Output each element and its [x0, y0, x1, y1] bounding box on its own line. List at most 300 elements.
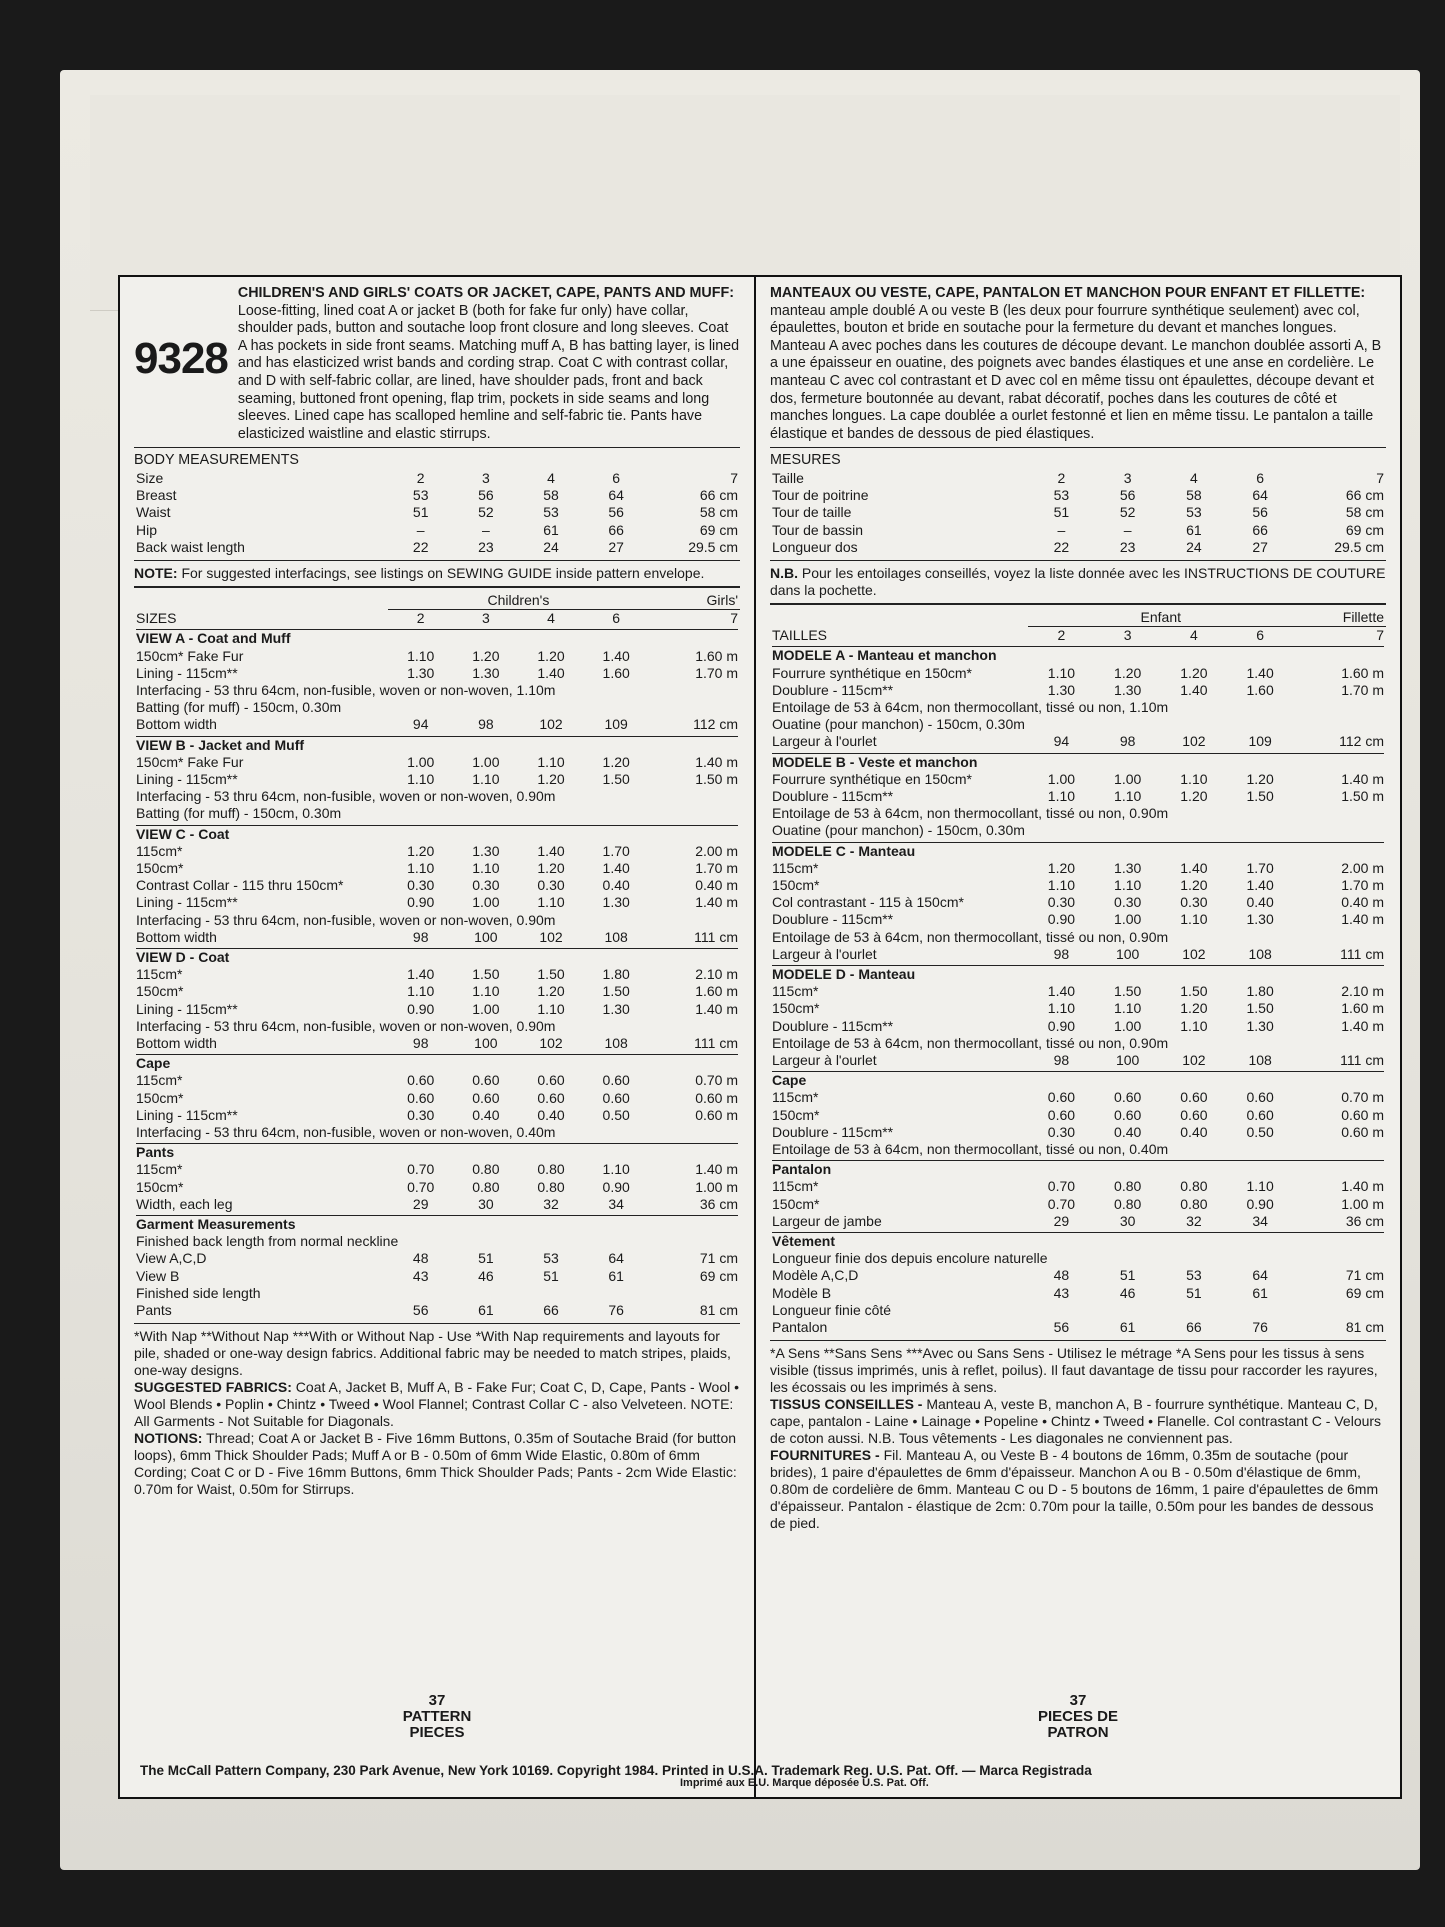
size-group-row	[134, 592, 740, 610]
body-measurements-title-fr: MESURES	[770, 452, 841, 469]
cell-value: 0.80	[1114, 1195, 1142, 1212]
cell-value: 1.10	[1180, 1017, 1208, 1034]
cell-value: 4	[547, 610, 555, 627]
cell-value: 1.30	[472, 664, 500, 681]
fabrics-text: Coat A, Jacket B, Muff A, B - Fake Fur; Coat C, D, Cape, Pants - Wool • Wool Blends • Poplin • Chintz • Tweed • Wool Flannel; Contrast Collar C - also Velveteen. NOTE: All Garments - Not Suitable for Diagonals.	[134, 1379, 740, 1430]
cell-value: 22	[1053, 538, 1070, 555]
section-title-row	[134, 737, 740, 754]
table-row	[770, 1267, 1386, 1284]
table-row	[134, 522, 740, 539]
cell-value: 0.70 m	[695, 1072, 738, 1089]
cell-value: 1.70	[1246, 859, 1274, 876]
notions-fr	[770, 1447, 1386, 1532]
pieces-label: PATTERN PIECES	[402, 1708, 472, 1741]
cell-value: 58 cm	[1345, 504, 1384, 521]
row-label: Back waist length	[136, 538, 245, 555]
cell-value: 64	[1252, 487, 1268, 504]
cell-value: 1.40 m	[1341, 1178, 1384, 1195]
pattern-pieces-fr	[756, 1693, 1400, 1741]
cell-value: 1.50	[472, 966, 500, 983]
cell-value: 1.30	[1246, 911, 1274, 928]
table-row	[770, 539, 1386, 556]
cell-value: 0.80	[472, 1161, 500, 1178]
pattern-number: 9328	[134, 334, 228, 383]
cell-value: 52	[478, 504, 494, 521]
size-group-label: Girls'	[649, 592, 740, 610]
cell-value: 0.80	[537, 1161, 565, 1178]
title-fr: MANTEAUX OU VESTE, CAPE, PANTALON ET MANCHON POUR ENFANT ET FILLETTE:	[770, 285, 1366, 301]
table-row	[134, 1124, 740, 1141]
cell-value: 66 cm	[699, 487, 738, 504]
fabrics-label: SUGGESTED FABRICS:	[134, 1379, 292, 1396]
cell-value: 1.40	[1246, 877, 1274, 893]
note	[134, 565, 740, 582]
section-title: VIEW C - Coat	[136, 825, 230, 842]
row-label: Finished side length	[136, 1284, 261, 1301]
cell-value: 0.90	[1047, 911, 1076, 928]
cell-value: 111 cm	[694, 1035, 738, 1052]
table-row	[134, 539, 740, 556]
table-row	[770, 665, 1386, 682]
section-title: Vêtement	[772, 1233, 836, 1250]
cell-value: 102	[539, 1035, 563, 1052]
table-row	[134, 843, 740, 860]
row-label: Doublure - 115cm**	[772, 787, 894, 804]
section-title-row	[134, 630, 740, 647]
copyright-footer	[140, 1763, 1400, 1789]
cell-value: 1.70	[602, 842, 630, 859]
cell-value: 53	[1053, 487, 1070, 504]
row-label: Width, each leg	[136, 1195, 233, 1212]
row-label: Lining - 115cm**	[136, 770, 238, 787]
cell-value: 0.60 m	[695, 1089, 738, 1106]
table-row	[134, 1233, 740, 1250]
table-row	[134, 771, 740, 788]
size-group-label: Enfant	[1028, 609, 1293, 627]
cell-value: 0.60 m	[1341, 1106, 1384, 1123]
cell-value: 1.10	[472, 860, 500, 876]
row-label: Fourrure synthétique en 150cm*	[772, 664, 972, 681]
table-row	[770, 1285, 1386, 1302]
cell-value: 109	[1248, 733, 1272, 750]
table-row	[770, 1107, 1386, 1124]
cell-value: 1.20	[1246, 770, 1274, 787]
row-label: 150cm*	[772, 1000, 820, 1017]
cell-value: 2.10 m	[695, 966, 738, 983]
cell-value: 100	[1115, 945, 1140, 962]
cell-value: 1.70 m	[695, 860, 738, 876]
row-label: 115cm*	[772, 983, 819, 1000]
cell-value: 24	[543, 538, 559, 555]
cell-value: 1.10	[1047, 877, 1076, 893]
table-row	[134, 912, 740, 929]
table-row	[770, 822, 1386, 839]
cell-value: 1.10	[407, 860, 435, 876]
row-label: 115cm*	[772, 1089, 819, 1106]
cell-value: 0.90	[1246, 1195, 1274, 1212]
cell-value: –	[416, 521, 425, 538]
cell-value: 66 cm	[1345, 487, 1384, 504]
cell-value: 100	[1115, 1052, 1140, 1069]
row-label: 150cm*	[772, 877, 820, 893]
table-row	[770, 504, 1386, 521]
table-row	[134, 894, 740, 911]
cell-value: 0.60	[537, 1072, 565, 1089]
yardage-table	[134, 592, 740, 1319]
cell-value: 1.40	[537, 842, 565, 859]
cell-value: 58	[543, 487, 559, 504]
cell-value: –	[1123, 521, 1132, 538]
description-text: Loose-fitting, lined coat A or jacket B (both for fake fur only) have collar, shoulder pads, button and soutache loop front closure and long sleeves. Coat A has pockets in side front seams. Matching muff A, B has batting layer, is lined and has elasticized wrist bands and cording strap. Coat C with contrast collar, and D with self-fabric collar, are lined, have shoulder pads, front and back seaming, buttoned front opening, flap trim, pockets in side seams and long sleeves. Lined cape has scalloped hemline and self-fabric tie. Pants have elasticized waistline and elastic stirrups.	[237, 302, 740, 442]
cell-value: 6	[612, 610, 621, 627]
cell-value: 1.50	[1180, 983, 1208, 1000]
cell-value: 1.10	[1047, 1000, 1076, 1017]
cell-value: 1.10	[602, 1161, 630, 1178]
notions-text: Thread; Coat A or Jacket B - Five 16mm Buttons, 0.35m of Soutache Braid (for button loops), 6mm Thick Shoulder Pads; Muff A or B - 0.50m of 6mm Wide Elastic, 0.80m of 6mm Cording; Coat C or D - Five 16mm Buttons, 6mm Thick Shoulder Pads; Pants - 2cm Wide Elastic: 0.70m for Waist, 0.50m for Stirrups.	[134, 1430, 737, 1498]
cell-value: 1.10	[537, 753, 565, 770]
cell-value: 3	[1123, 469, 1132, 486]
cell-value: 1.20	[537, 647, 565, 664]
row-label: Longueur finie côté	[772, 1301, 892, 1318]
row-label: 115cm*	[772, 859, 819, 876]
table-row	[134, 1161, 740, 1178]
table-row	[770, 946, 1386, 963]
row-label: Col contrastant - 115 à 150cm*	[772, 894, 964, 911]
row-label: Interfacing - 53 thru 64cm, non-fusible, woven or non-woven, 1.10m	[136, 681, 556, 698]
notions-label-fr: FOURNITURES -	[770, 1447, 880, 1464]
cell-value: 1.50	[602, 770, 630, 787]
english-column	[120, 277, 756, 1797]
cell-value: 53	[1186, 1267, 1202, 1284]
cell-value: 34	[608, 1195, 624, 1212]
table-row	[134, 860, 740, 877]
table-row	[770, 1000, 1386, 1017]
section-title: Garment Measurements	[136, 1216, 296, 1233]
cell-value: 1.30	[602, 894, 630, 911]
cell-value: 66	[543, 1302, 559, 1319]
cell-value: 6	[612, 469, 621, 486]
row-label: Finished back length from normal neckline	[136, 1233, 399, 1250]
note-text-fr: Pour les entoilages conseillés, voyez la liste donnée avec les INSTRUCTIONS DE COUTURE dans la pochette.	[770, 564, 1386, 598]
section-title-row	[770, 966, 1386, 983]
nap-note-fr: *A Sens **Sans Sens ***Avec ou Sans Sens - Utilisez le métrage *A Sens pour les tissus à sens visible (tissus imprimés, unis à reflet, poilus). Il faut davantage de tissu pour raccorder les rayures, les écossais ou les imprimés à sens.	[770, 1345, 1378, 1396]
cell-value: 1.50	[1114, 983, 1142, 1000]
cell-value: 1.50	[537, 966, 565, 983]
cell-value: 3	[481, 610, 490, 627]
cell-value: 0.80	[537, 1178, 565, 1195]
row-label: Tour de taille	[772, 504, 852, 521]
cell-value: 0.40	[1180, 1123, 1208, 1140]
cell-value: 32	[1186, 1212, 1202, 1229]
cell-value: 1.40 m	[1341, 770, 1384, 787]
cell-value: 0.30	[407, 877, 435, 894]
cell-value: 61	[543, 521, 559, 538]
cell-value: 1.30	[1047, 681, 1076, 698]
cell-value: 1.40 m	[695, 894, 738, 911]
row-label: Ouatine (pour manchon) - 150cm, 0.30m	[772, 716, 1025, 733]
table-row	[134, 1107, 740, 1124]
cell-value: 1.30	[1246, 1017, 1274, 1034]
table-row	[134, 610, 740, 628]
table-row	[770, 860, 1386, 877]
table-row	[770, 699, 1386, 716]
cell-value: 61	[1186, 521, 1202, 538]
cell-value: 1.30	[602, 1000, 630, 1017]
cell-value: 1.10	[1047, 664, 1076, 681]
row-label: Entoilage de 53 à 64cm, non thermocollant, tissé ou non, 0.90m	[772, 928, 1169, 945]
row-label: TAILLES	[772, 626, 827, 643]
row-label: Batting (for muff) - 150cm, 0.30m	[136, 699, 342, 716]
cell-value: 1.70 m	[695, 664, 738, 681]
cell-value: 0.40	[602, 877, 630, 894]
body-measurements-table	[134, 470, 740, 556]
row-label: Hip	[136, 521, 158, 538]
cell-value: 46	[478, 1267, 494, 1284]
cell-value: 1.20	[1114, 664, 1142, 681]
cell-value: 1.80	[602, 966, 630, 983]
cell-value: 30	[478, 1195, 494, 1212]
cell-value: 0.80	[1180, 1195, 1208, 1212]
cell-value: 1.00	[407, 753, 435, 770]
row-label: 115cm*	[772, 1178, 819, 1195]
table-row	[770, 1319, 1386, 1336]
cell-value: 1.20	[1180, 787, 1208, 804]
title: CHILDREN'S AND GIRLS' COATS OR JACKET, CAPE, PANTS AND MUFF:	[237, 285, 734, 301]
table-row	[770, 788, 1386, 805]
cell-value: 56	[608, 504, 624, 521]
table-row	[134, 1250, 740, 1267]
cell-value: 23	[1119, 538, 1136, 555]
row-label: Modèle A,C,D	[772, 1267, 859, 1284]
cell-value: 64	[608, 1250, 624, 1267]
table-row	[770, 470, 1386, 487]
cell-value: 7	[730, 610, 738, 627]
table-row	[134, 805, 740, 822]
row-label: Modèle B	[772, 1284, 832, 1301]
section-title: MODELE A - Manteau et manchon	[772, 647, 997, 664]
yardage-table-fr	[770, 609, 1386, 1336]
pieces-count: 37	[428, 1692, 446, 1709]
cell-value: 24	[1186, 538, 1202, 555]
cell-value: 1.10	[472, 983, 500, 1000]
cell-value: 1.80	[1246, 983, 1274, 1000]
note-label: NOTE:	[134, 564, 178, 581]
table-row	[134, 1196, 740, 1213]
cell-value: 1.40	[407, 966, 435, 983]
cell-value: 3	[481, 469, 490, 486]
french-column	[756, 277, 1400, 1797]
note-label-fr: N.B.	[770, 564, 798, 581]
row-label: Interfacing - 53 thru 64cm, non-fusible, woven or non-woven, 0.90m	[136, 1017, 556, 1034]
row-label: Contrast Collar - 115 thru 150cm*	[136, 877, 344, 894]
cell-value: 36 cm	[699, 1195, 738, 1212]
cell-value: 1.20	[472, 647, 500, 664]
row-label: 150cm*	[136, 1089, 184, 1106]
cell-value: 71 cm	[699, 1250, 738, 1267]
table-row	[770, 1018, 1386, 1035]
cell-value: 1.50	[602, 983, 630, 1000]
cell-value: 0.30	[472, 877, 500, 894]
cell-value: 0.60 m	[695, 1106, 738, 1123]
cell-value: 1.40 m	[695, 753, 738, 770]
row-label: Entoilage de 53 à 64cm, non thermocollant, tissé ou non, 0.40m	[772, 1141, 1169, 1158]
table-row	[134, 1072, 740, 1089]
cell-value: 0.50	[602, 1106, 630, 1123]
cell-value: 76	[1252, 1319, 1268, 1336]
cell-value: 112 cm	[693, 716, 738, 733]
cell-value: 0.40	[537, 1106, 565, 1123]
cell-value: 0.60	[407, 1089, 435, 1106]
pattern-pieces	[120, 1693, 754, 1741]
section-title-row	[134, 1216, 740, 1233]
cell-value: 29.5 cm	[1334, 538, 1384, 555]
cell-value: 29	[412, 1195, 429, 1212]
row-label: Interfacing - 53 thru 64cm, non-fusible, woven or non-woven, 0.90m	[136, 911, 556, 928]
row-label: Largeur à l'ourlet	[772, 733, 877, 750]
cell-value: 1.10	[1114, 1000, 1142, 1017]
cell-value: 108	[604, 1035, 628, 1052]
cell-value: 0.60	[1047, 1106, 1076, 1123]
row-label: Bottom width	[136, 1035, 217, 1052]
cell-value: 1.50	[1246, 787, 1274, 804]
cell-value: 1.00	[1114, 1017, 1142, 1034]
section-title-row	[134, 1144, 740, 1161]
table-row	[134, 1090, 740, 1107]
notions-text-fr: Fil. Manteau A, ou Veste B - 4 boutons de 16mm, 0.35m de soutache (pour brides), 1 paire d'épaulettes de 6mm d'épaisseur. Manchon A ou B - 0.50m d'élastique de 6mm, 0.80m de cordelière de 6mm. Manteau C ou D - 5 boutons de 16mm, 1 paire d'épaulettes de 6mm d'épaisseur. Pantalon - élastique de 2cm: 0.70m pour la taille, 0.50m pour les bandes de dessous de pied.	[770, 1447, 1379, 1532]
cell-value: 1.00	[1047, 770, 1076, 787]
cell-value: 1.40	[1047, 983, 1076, 1000]
nap-note: *With Nap **Without Nap ***With or Without Nap - Use *With Nap requirements and layouts for pile, shaded or one-way design fabrics. Additional fabric may be needed to match stripes, plaids, one-way designs.	[134, 1328, 731, 1379]
body-measurements-title: BODY MEASUREMENTS	[134, 452, 299, 469]
cell-value: 0.90	[407, 1000, 435, 1017]
row-label: Bottom width	[136, 716, 217, 733]
cell-value: 1.20	[537, 770, 565, 787]
cell-value: 7	[730, 469, 738, 486]
cell-value: 1.40	[602, 860, 630, 876]
cell-value: 1.50 m	[695, 770, 738, 787]
table-row	[134, 983, 740, 1000]
cell-value: 0.40 m	[1341, 894, 1384, 911]
cell-value: 1.50	[1246, 1000, 1274, 1017]
table-row	[770, 929, 1386, 946]
cell-value: 7	[1376, 469, 1384, 486]
cell-value: 69 cm	[1345, 1284, 1384, 1301]
cell-value: 43	[1053, 1284, 1070, 1301]
cell-value: 66	[1186, 1319, 1202, 1336]
cell-value: 102	[539, 716, 563, 733]
table-row	[770, 983, 1386, 1000]
row-label: Interfacing - 53 thru 64cm, non-fusible, woven or non-woven, 0.90m	[136, 788, 556, 805]
size-group-row	[770, 609, 1386, 627]
row-label: Size	[136, 469, 164, 486]
cell-value: 0.60	[1047, 1089, 1076, 1106]
cell-value: 0.60	[1246, 1106, 1274, 1123]
section-title: MODELE B - Veste et manchon	[772, 753, 978, 770]
cell-value: 1.10	[1180, 911, 1208, 928]
cell-value: 2	[1057, 469, 1066, 486]
cell-value: 1.10	[1246, 1178, 1274, 1195]
cell-value: 56	[1252, 504, 1268, 521]
row-label: 150cm*	[136, 1178, 184, 1195]
row-label: SIZES	[136, 609, 177, 626]
cell-value: 4	[547, 469, 555, 486]
row-label: Bottom width	[136, 928, 217, 945]
section-title: Pants	[136, 1144, 175, 1161]
table-row	[770, 716, 1386, 733]
section-title-row	[770, 1233, 1386, 1250]
row-label: 150cm*	[136, 860, 184, 876]
cell-value: 100	[474, 928, 498, 945]
cell-value: 0.60	[537, 1089, 565, 1106]
row-label: Largeur à l'ourlet	[772, 1052, 877, 1069]
cell-value: 0.60	[472, 1089, 500, 1106]
cell-value: 0.80	[1180, 1178, 1208, 1195]
size-group-label: Children's	[388, 592, 649, 610]
cell-value: 0.30	[1047, 1123, 1076, 1140]
table-row	[770, 733, 1386, 750]
table-row	[770, 1250, 1386, 1267]
table-row	[770, 1302, 1386, 1319]
table-row	[770, 1213, 1386, 1230]
cell-value: 0.60	[472, 1072, 500, 1089]
row-label: View A,C,D	[136, 1250, 207, 1267]
cell-value: 0.80	[472, 1178, 500, 1195]
section-title-row	[770, 1161, 1386, 1178]
cell-value: 0.60	[602, 1072, 630, 1089]
cell-value: 1.00	[472, 894, 500, 911]
row-label: Lining - 115cm**	[136, 1000, 238, 1017]
cell-value: 51	[1053, 504, 1070, 521]
cell-value: 102	[539, 928, 563, 945]
cell-value: 1.60 m	[695, 647, 738, 664]
cell-value: 98	[412, 928, 429, 945]
cell-value: 1.00	[1114, 770, 1142, 787]
cell-value: 0.40 m	[695, 877, 738, 894]
cell-value: 1.10	[537, 1000, 565, 1017]
cell-value: 69 cm	[1345, 521, 1384, 538]
table-row	[134, 665, 740, 682]
cell-value: 102	[1182, 945, 1206, 962]
cell-value: 1.40	[537, 664, 565, 681]
cell-value: 1.40	[602, 647, 630, 664]
table-row	[770, 1052, 1386, 1069]
cell-value: 4	[1190, 627, 1198, 644]
cell-value: 102	[1182, 733, 1206, 750]
table-row	[134, 788, 740, 805]
cell-value: 0.60	[1114, 1106, 1142, 1123]
table-row	[770, 682, 1386, 699]
table-row	[770, 1124, 1386, 1141]
table-row	[134, 966, 740, 983]
cell-value: 1.20	[1180, 664, 1208, 681]
cell-value: 32	[543, 1195, 559, 1212]
row-label: Interfacing - 53 thru 64cm, non-fusible, woven or non-woven, 0.40m	[136, 1124, 556, 1141]
cell-value: 100	[474, 1035, 498, 1052]
row-label: Lining - 115cm**	[136, 894, 238, 911]
table-row	[770, 1141, 1386, 1158]
row-label: 150cm* Fake Fur	[136, 753, 244, 770]
cell-value: –	[481, 521, 490, 538]
cell-value: 1.30	[472, 842, 500, 859]
suggested-fabrics-fr	[770, 1396, 1386, 1447]
cell-value: 0.70	[407, 1178, 435, 1195]
cell-value: 1.10	[1180, 770, 1208, 787]
row-label: Entoilage de 53 à 64cm, non thermocollant, tissé ou non, 0.90m	[772, 805, 1169, 822]
cell-value: 61	[608, 1267, 624, 1284]
cell-value: 98	[1119, 733, 1136, 750]
cell-value: 1.30	[407, 664, 435, 681]
cell-value: 1.20	[537, 860, 565, 876]
